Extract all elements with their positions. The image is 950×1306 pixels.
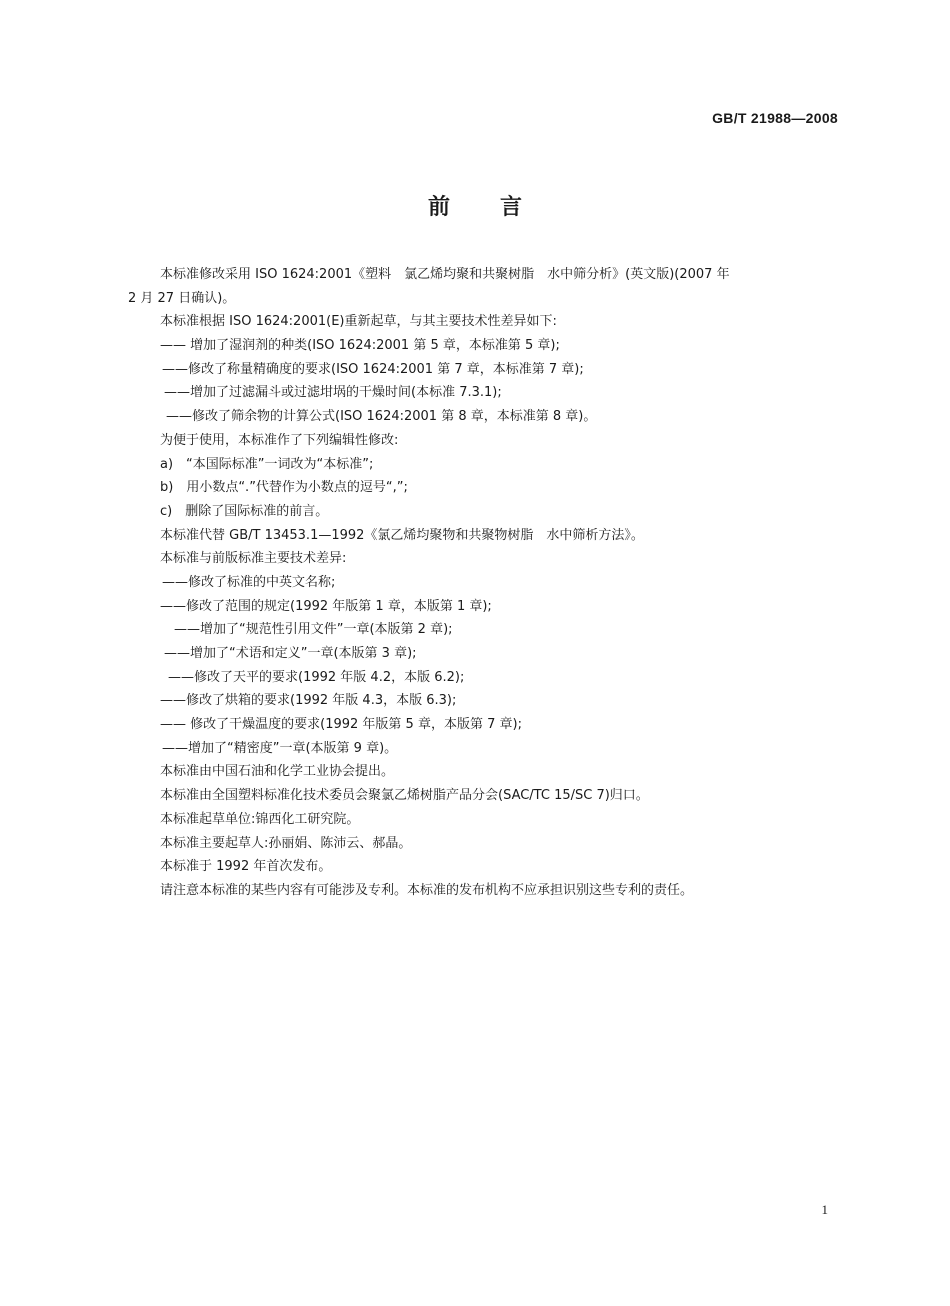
paragraph-line: ——修改了筛余物的计算公式(ISO 1624:2001 第 8 章，本标准第 8 章)。 xyxy=(166,409,597,425)
paragraph-line: 2 月 27 日确认)。 xyxy=(128,290,236,306)
paragraph-line: 本标准由全国塑料标准化技术委员会聚氯乙烯树脂产品分会(SAC/TC 15/SC 7)归口。 xyxy=(160,788,649,804)
paragraph-line: 本标准与前版标准主要技术差异: xyxy=(160,551,347,567)
document-body xyxy=(128,263,843,903)
paragraph-line: c) 删除了国际标准的前言。 xyxy=(160,503,329,519)
page-number: 1 xyxy=(821,1202,828,1217)
page-title: 前言 xyxy=(427,195,572,220)
paragraph-line: ——修改了天平的要求(1992 年版 4.2，本版 6.2); xyxy=(168,669,465,685)
paragraph-line: 本标准起草单位:锦西化工研究院。 xyxy=(160,811,360,827)
paragraph-line: 本标准代替 GB/T 13453.1—1992《氯乙烯均聚物和共聚物树脂 水中筛析方法》。 xyxy=(160,527,644,543)
paragraph-line: ——增加了“术语和定义”一章(本版第 3 章); xyxy=(164,646,417,661)
paragraph-line: 本标准于 1992 年首次发布。 xyxy=(160,859,332,875)
paragraph-line: 本标准修改采用 ISO 1624:2001《塑料 氯乙烯均聚和共聚树脂 水中筛分析》(英文版)(2007 年 xyxy=(160,267,730,282)
paragraph-line: b) 用小数点“.”代替作为小数点的逗号“,”; xyxy=(160,480,408,496)
paragraph-line: —— 增加了湿润剂的种类(ISO 1624:2001 第 5 章，本标准第 5 章); xyxy=(160,338,560,354)
paragraph-line: ——增加了“精密度”一章(本版第 9 章)。 xyxy=(162,740,398,756)
paragraph-line: —— 修改了干燥温度的要求(1992 年版第 5 章，本版第 7 章); xyxy=(160,717,522,733)
paragraph-line: 本标准由中国石油和化学工业协会提出。 xyxy=(160,764,395,780)
paragraph-line: ——修改了称量精确度的要求(ISO 1624:2001 第 7 章，本标准第 7 章); xyxy=(162,361,584,377)
standard-code: GB/T 21988—2008 xyxy=(712,110,838,126)
paragraph-line: ——修改了烘箱的要求(1992 年版 4.3，本版 6.3); xyxy=(160,693,457,709)
paragraph-line: ——修改了范围的规定(1992 年版第 1 章，本版第 1 章); xyxy=(160,598,492,614)
paragraph-line: 本标准主要起草人:孙丽娟、陈沛云、郝晶。 xyxy=(160,835,412,851)
paragraph-line: ——增加了过滤漏斗或过滤坩埚的干燥时间(本标准 7.3.1); xyxy=(164,385,502,401)
paragraph-line: ——修改了标准的中英文名称; xyxy=(162,574,336,590)
paragraph-line: ——增加了“规范性引用文件”一章(本版第 2 章); xyxy=(174,622,453,638)
paragraph-line: 为便于使用，本标准作了下列编辑性修改: xyxy=(160,432,399,448)
paragraph-line: a) “本国际标准”一词改为“本标准”; xyxy=(160,456,374,472)
paragraph-line: 本标准根据 ISO 1624:2001(E)重新起草，与其主要技术性差异如下: xyxy=(160,314,557,330)
paragraph-line: 请注意本标准的某些内容有可能涉及专利。本标准的发布机构不应承担识别这些专利的责任。 xyxy=(160,882,694,898)
